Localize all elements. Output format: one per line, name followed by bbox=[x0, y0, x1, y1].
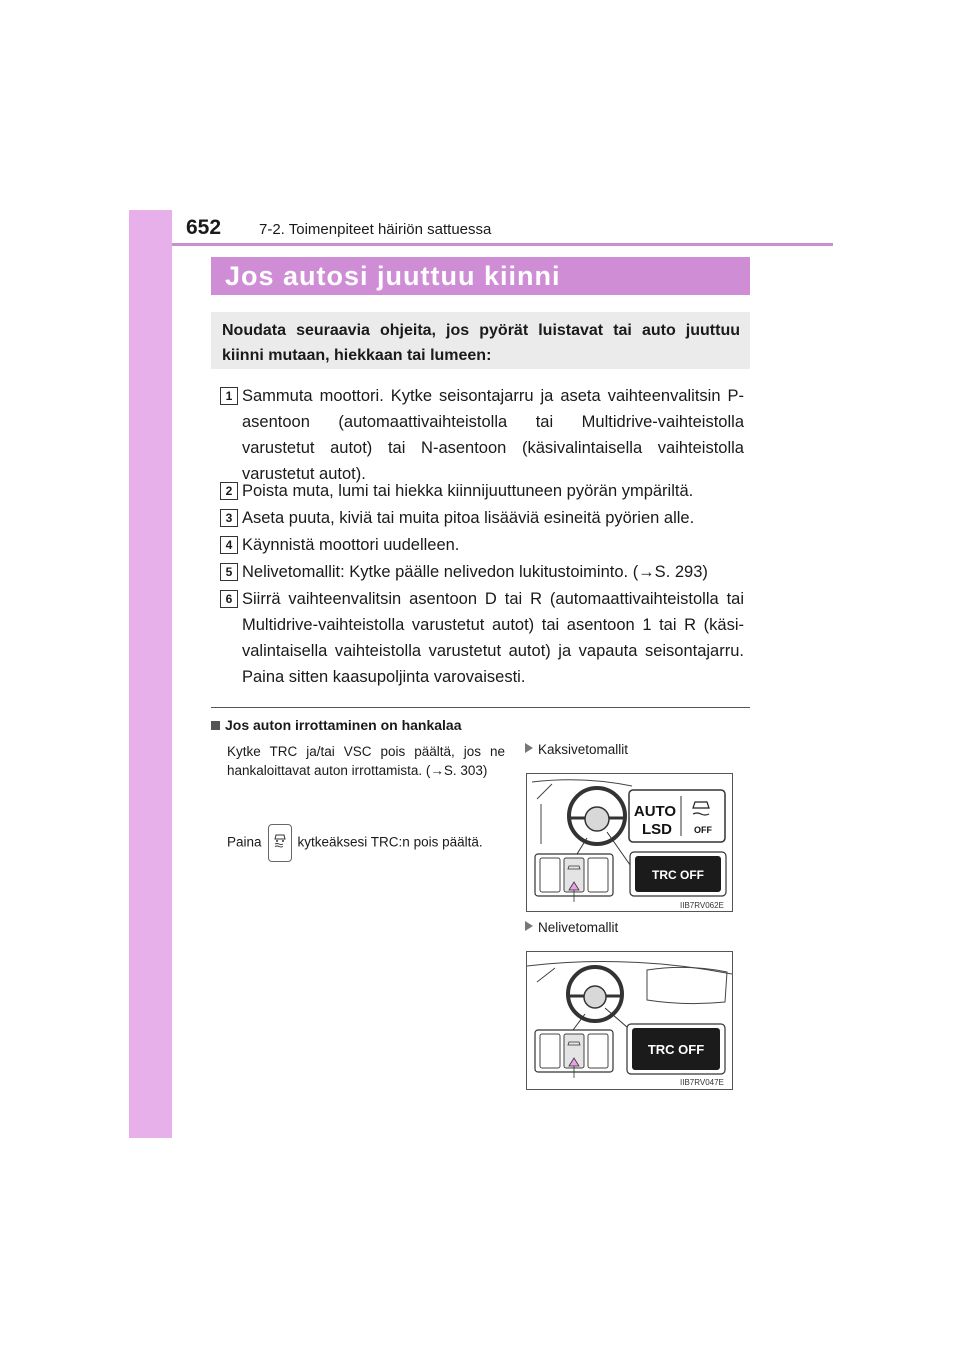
svg-text:OFF: OFF bbox=[694, 825, 712, 835]
press-before-text: Paina bbox=[227, 834, 262, 850]
press-instruction bbox=[227, 824, 483, 862]
figure-code-4wd: IIB7RV047E bbox=[680, 1078, 724, 1087]
svg-text:LSD: LSD bbox=[642, 821, 672, 838]
trc-off-indicator-2wd: TRC OFF bbox=[652, 868, 704, 882]
step-number-3: 3 bbox=[220, 509, 238, 527]
svg-text:AUTO: AUTO bbox=[633, 803, 677, 820]
figure-2wd-dashboard bbox=[526, 773, 733, 912]
model-label-4wd bbox=[525, 920, 618, 935]
model-label-2wd bbox=[525, 742, 628, 757]
trc-off-indicator-4wd: TRC OFF bbox=[647, 1042, 705, 1057]
step-text-5: Nelivetomallit: Kytke päälle nelivedon lukitustoiminto. (→S. 293) bbox=[242, 563, 708, 581]
page-title: Jos autosi juuttuu kiinni bbox=[211, 257, 750, 295]
triangle-bullet-icon bbox=[525, 921, 533, 931]
step-text-4: Käynnistä moottori uudelleen. bbox=[242, 536, 460, 554]
model-label-4wd-text: Nelivetomallit bbox=[538, 920, 619, 935]
vsc-off-icon bbox=[268, 824, 292, 862]
figure-4wd-dashboard bbox=[526, 951, 733, 1090]
figure-code-2wd: IIB7RV062E bbox=[680, 901, 724, 910]
section-divider bbox=[211, 707, 750, 708]
step-number-5: 5 bbox=[220, 563, 238, 581]
model-label-2wd-text: Kaksivetomallit bbox=[538, 742, 629, 757]
chapter-sidebar-tab bbox=[129, 210, 172, 1138]
step-number-4: 4 bbox=[220, 536, 238, 554]
step-text-6: Siirrä vaihteenvalitsin asentoon D tai R (automaattivaihteistolla tai Multidrive-vaihteistolla varustetut autot) tai asentoon 1 tai R (käsi-valintaisella vaihteistolla varustetut autot) ja vapauta seisontajarru. Paina sitten kaasupoljinta varovaisesti. bbox=[242, 590, 744, 686]
page-number: 652 bbox=[186, 216, 222, 239]
intro-box: Noudata seuraavia ohjeita, jos pyörät luistavat tai auto juuttuu kiinni mutaan, hiekkaan tai lumeen: bbox=[211, 312, 750, 369]
press-after-text: kytkeäksesi TRC:n pois päältä. bbox=[297, 834, 483, 850]
step-text-2: Poista muta, lumi tai hiekka kiinnijuuttuneen pyörän ympäriltä. bbox=[242, 482, 694, 500]
step-text-1: Sammuta moottori. Kytke seisontajarru ja aseta vaihteenvalitsin P-asentoon (automaattivaihteistolla tai Multidrive-vaihteistolla varustetut autot) tai N-asentoon (käsivalintaisella vaihteistolla varustetut autot). bbox=[242, 387, 744, 483]
dashboard-illustration-2wd bbox=[527, 774, 732, 911]
subsection-heading-text: Jos auton irrottaminen on hankalaa bbox=[225, 717, 462, 733]
subsection-heading bbox=[211, 717, 462, 733]
step-text-3: Aseta puuta, kiviä tai muita pitoa lisääviä esineitä pyörien alle. bbox=[242, 509, 695, 527]
triangle-bullet-icon bbox=[525, 743, 533, 753]
square-bullet-icon bbox=[211, 721, 220, 730]
subsection-note: Kytke TRC ja/tai VSC pois päältä, jos ne hankaloittavat auton irrottamista. (→S. 303) bbox=[227, 744, 505, 778]
step-number-6: 6 bbox=[220, 590, 238, 608]
section-title: 7-2. Toimenpiteet häiriön sattuessa bbox=[259, 221, 492, 238]
dashboard-illustration-4wd bbox=[527, 952, 732, 1089]
step-number-1: 1 bbox=[220, 387, 238, 405]
step-number-2: 2 bbox=[220, 482, 238, 500]
header-divider bbox=[172, 243, 833, 246]
